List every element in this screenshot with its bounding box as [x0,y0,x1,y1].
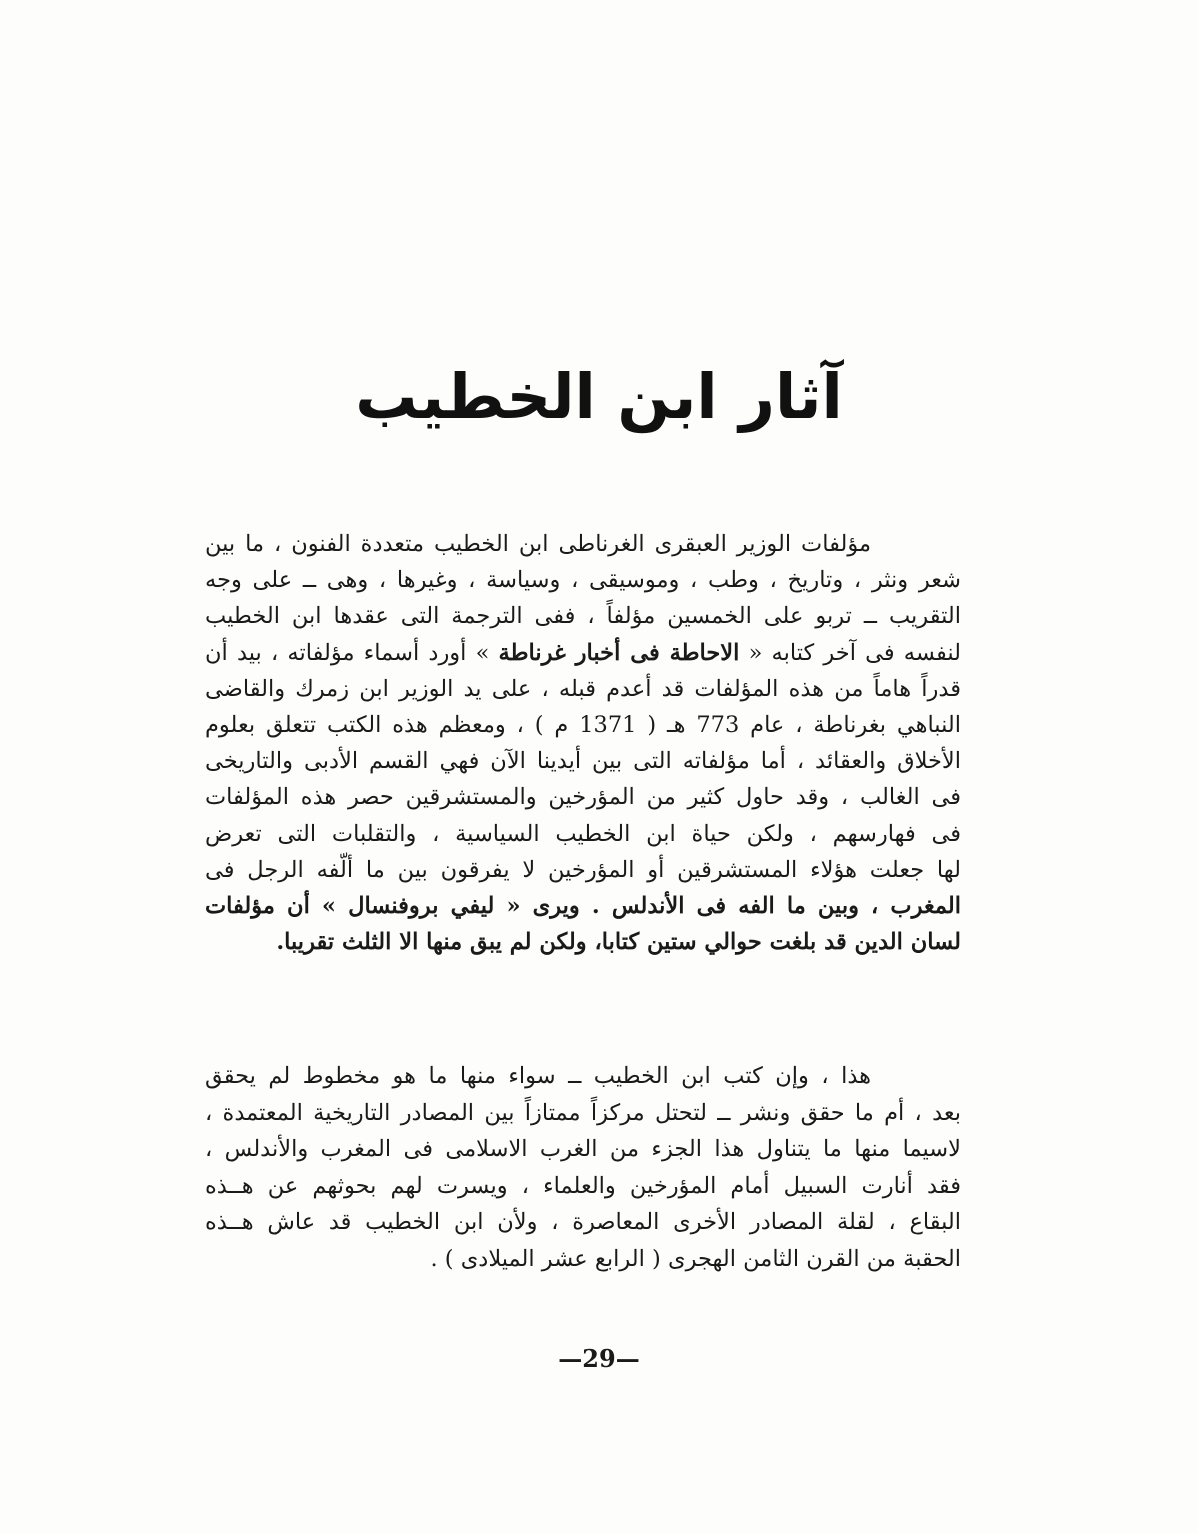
paragraph-2-line: هذا ، وإن كتب ابن الخطيب ــ سواء منها ما هو مخطوط لم يحقق [205,1063,871,1089]
paragraph-1-line: التقريب ــ تربو على الخمسين مؤلفاً ، ففى الترجمة التى عقدها ابن الخطيب [205,603,961,630]
paragraph-1-line: لنفسه فى آخر كتابه « الاحاطة فى أخبار غرناطة » أورد أسماء مؤلفاته ، بيد أن [205,639,961,666]
paragraph-1-line: قدراً هاماً من هذه المؤلفات قد أعدم قبله ، على يد الوزير ابن زمرك والقاضى [205,675,961,702]
paragraph-1-line: الأخلاق والعقائد ، أما مؤلفاته التى بين أيدينا الآن فهي القسم الأدبى والتاريخى [205,748,961,775]
paragraph-2-line: البقاع ، لقلة المصادر الأخرى المعاصرة ، ولأن ابن الخطيب قد عاش هــذه [205,1209,961,1235]
paragraph-1-line: شعر ونثر ، وتاريخ ، وطب ، وموسيقى ، وسياسة ، وغيرها ، وهى ــ على وجه [205,567,961,594]
paragraph-2 [205,1058,961,1277]
paragraph-2-line: لاسيما منها ما يتناول هذا الجزء من الغرب الاسلامى فى المغرب والأندلس ، [205,1136,961,1162]
paragraph-1-line: النباهي بغرناطة ، عام 773 هـ ( 1371 م ) ، ومعظم هذه الكتب تتعلق بعلوم [205,711,961,738]
paragraph-2-line: الحقبة من القرن الثامن الهجرى ( الرابع عشر الميلادى ) . [430,1245,961,1272]
paragraph-2-line: بعد ، أم ما حقق ونشر ــ لتحتل مركزاً ممتازاً بين المصادر التاريخية المعتمدة ، [205,1099,961,1126]
page-number: —29— [558,1344,640,1373]
paragraph-1-line: فى فهارسهم ، ولكن حياة ابن الخطيب السياسية ، والتقلبات التى تعرض [205,820,961,847]
page-title: آثار ابن الخطيب [355,360,843,433]
paragraph-1-line: لها جعلت هؤلاء المستشرقين أو المؤرخين لا يفرقون بين ما ألّفه الرجل فى [205,856,961,883]
paragraph-1-line: مؤلفات الوزير العبقرى الغرناطى ابن الخطيب متعددة الفنون ، ما بين [205,531,871,557]
paragraph-1-line: فى الغالب ، وقد حاول كثير من المؤرخين والمستشرقين حصر هذه المؤلفات [205,784,961,811]
paragraph-2-line: فقد أنارت السبيل أمام المؤرخين والعلماء ، ويسرت لهم بحوثهم عن هــذه [205,1172,961,1199]
paragraph-1-bold-line: المغرب ، وبين ما الفه فى الأندلس . ويرى « ليفي بروفنسال » أن مؤلفات [205,892,961,919]
paragraph-1-bold-line: لسان الدين قد بلغت حوالي ستين كتابا، ولكن لم يبق منها الا الثلث تقريبا. [276,929,961,956]
paragraph-1 [205,526,961,960]
book-title-ihata: الاحاطة فى أخبار غرناطة [498,639,740,666]
